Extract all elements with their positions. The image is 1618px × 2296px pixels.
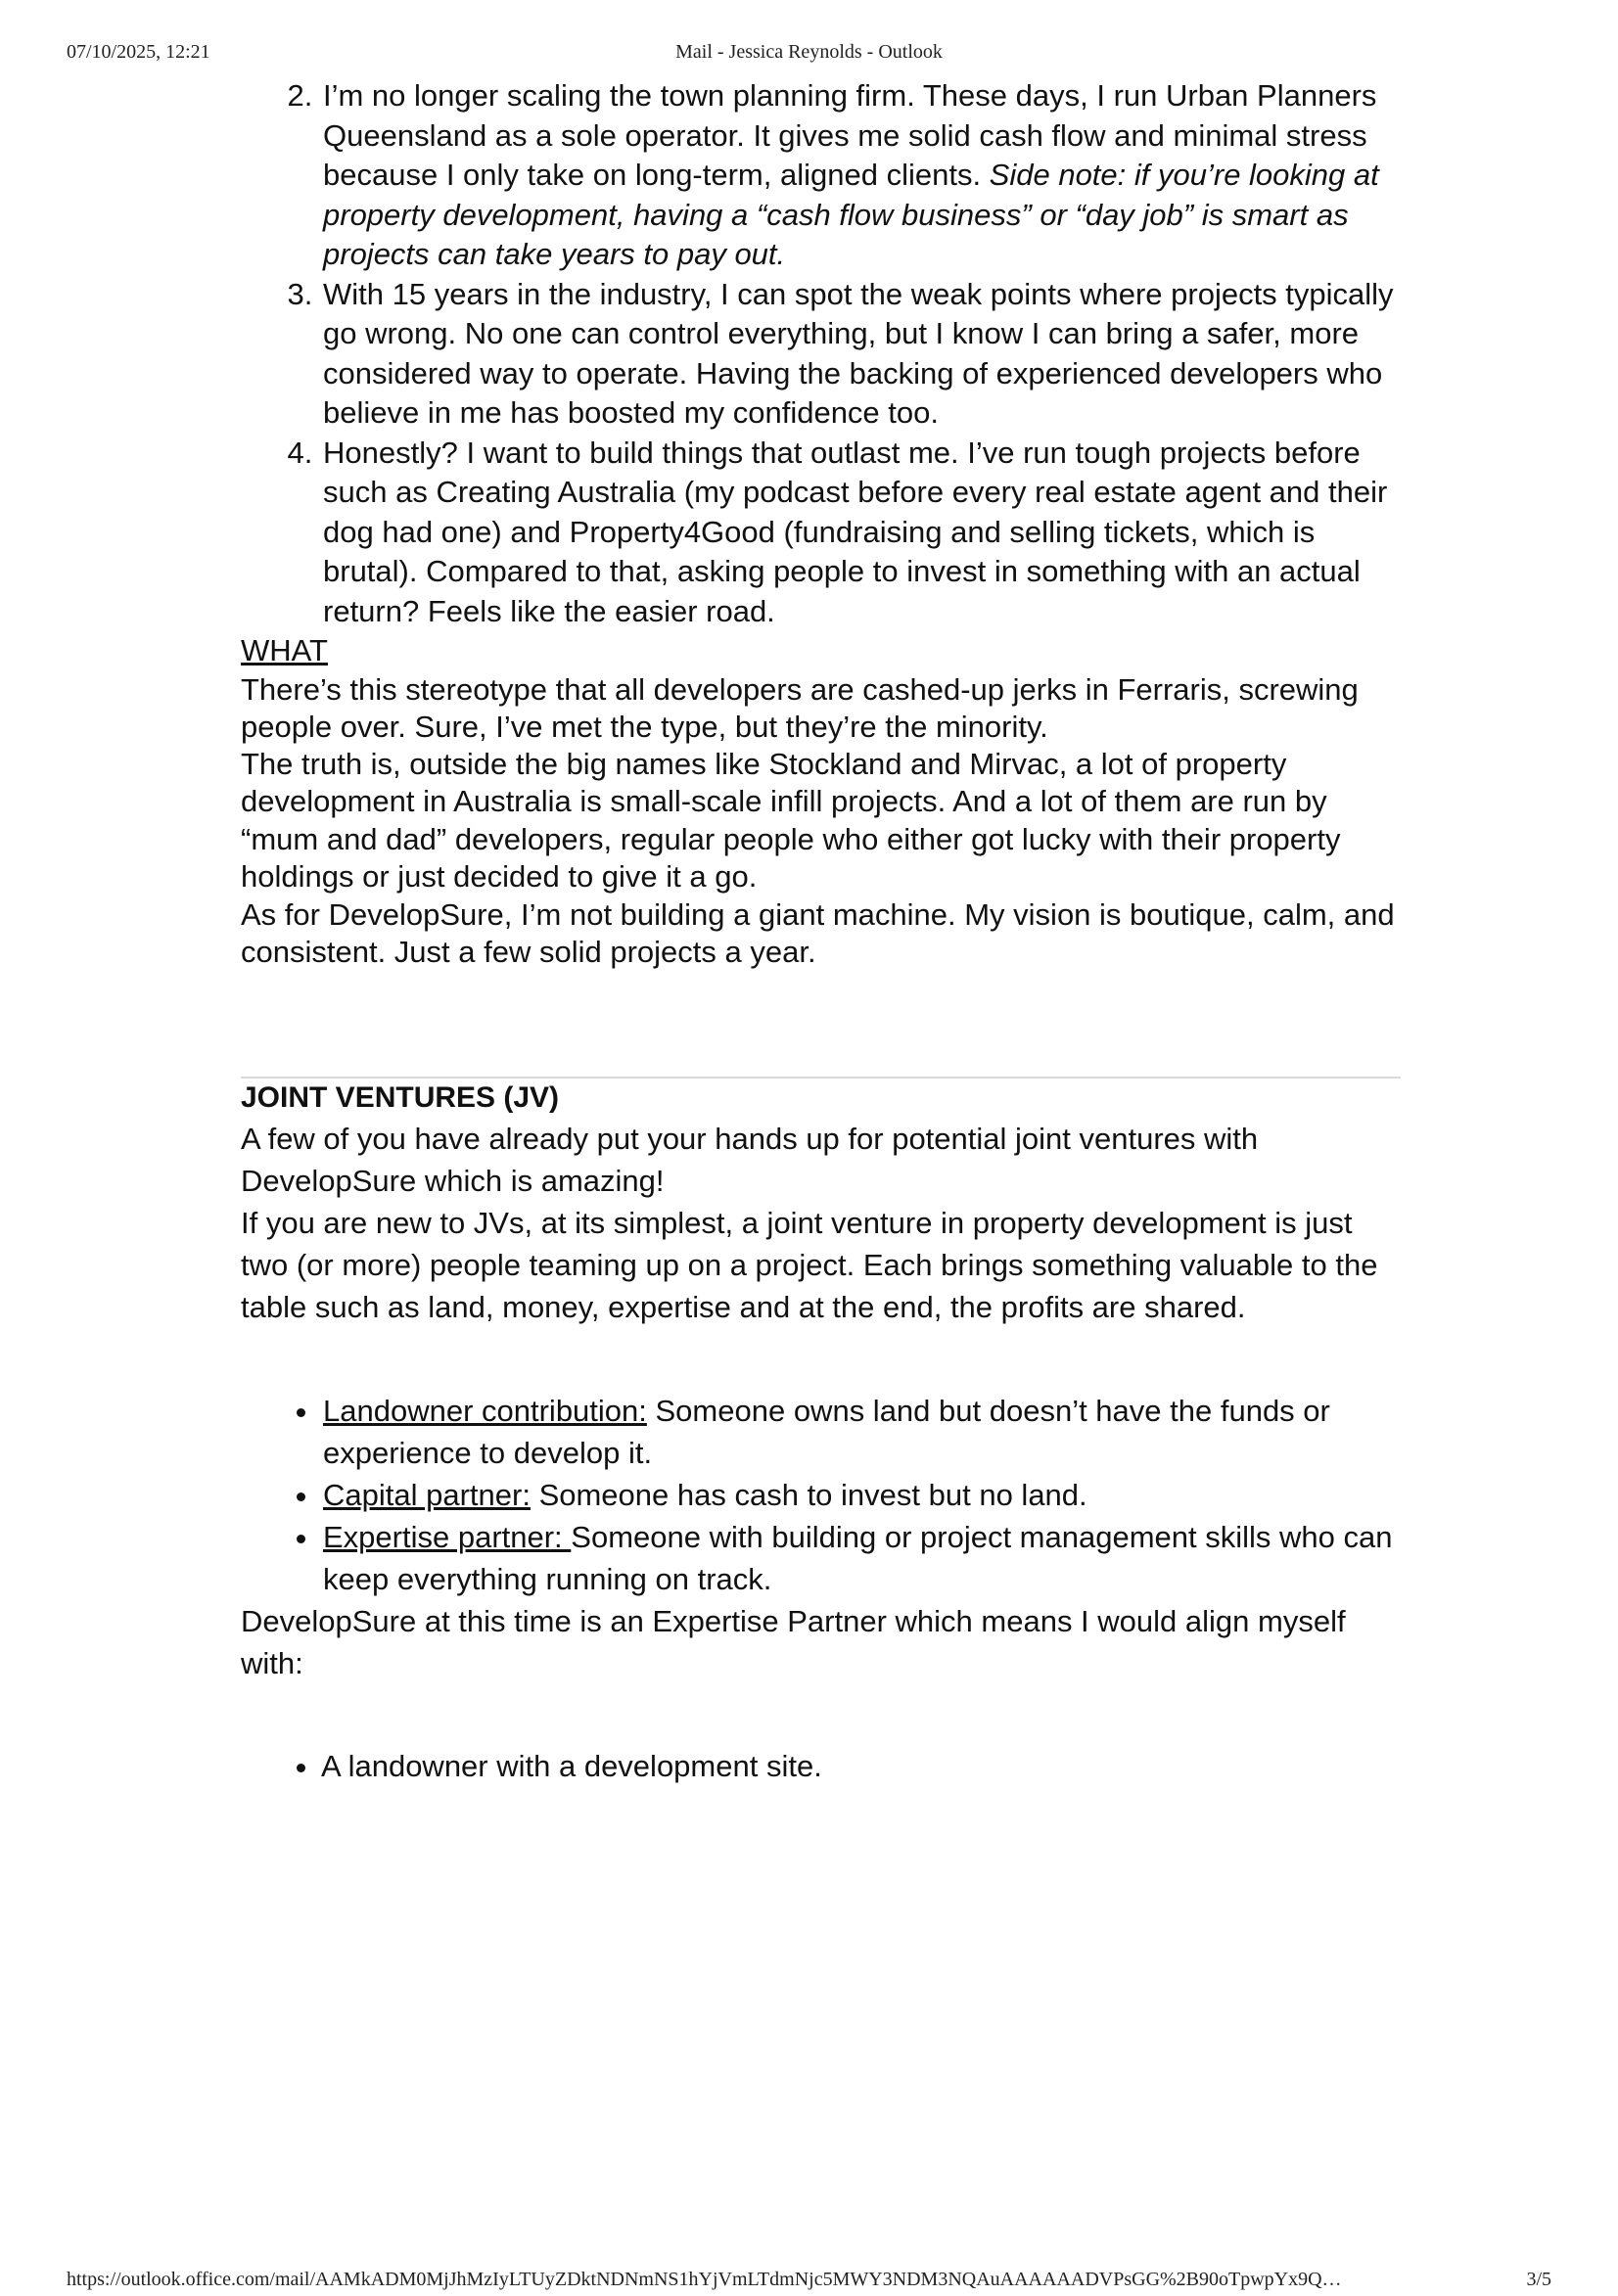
numbered-list <box>241 76 1401 631</box>
print-page-title: Mail - Jessica Reynolds - Outlook <box>675 41 943 63</box>
partner-label: Capital partner: <box>323 1478 531 1512</box>
paragraph: If you are new to JVs, at its simplest, a joint venture in property development is just two (or more) people teaming up on a project. Each brings something valuable to the table such as land, money, expertise and at the end, the profits are shared. <box>241 1206 1378 1324</box>
side-note: Side note: if you’re looking at property development, having a “cash flow business” or “day job” is smart as projects can take years to pay out. <box>323 158 1379 271</box>
section-heading-jv: JOINT VENTURES (JV) <box>241 1080 560 1114</box>
page-number: 3/5 <box>1526 2269 1551 2290</box>
paragraph: There’s this stereotype that all developers are cashed-up jerks in Ferraris, screwing people over. Sure, I’ve met the type, but they’re the minority. <box>241 671 1359 744</box>
paragraph: As for DevelopSure, I’m not building a giant machine. My vision is boutique, calm, and consistent. Just a few solid projects a year. <box>241 896 1395 969</box>
print-datetime: 07/10/2025, 12:21 <box>67 41 210 63</box>
list-item: • A landowner with a development site. <box>321 1745 1401 1787</box>
list-item-text: Honestly? I want to build things that outlast me. I’ve run tough projects before such as Creating Australia (my podcast before every real estate agent and their dog had one) and Property4Good (fundraising and selling tickets, which is brutal). Compared to that, asking people to invest in something with an actual return? Feels like the easier road. <box>323 435 1388 628</box>
partner-description: Someone with building or project management skills who can keep everything running on track. <box>323 1520 1393 1596</box>
list-item-text: With 15 years in the industry, I can spot the weak points where projects typically go wrong. No one can control everything, but I know I can bring a safer, more considered way to operate. Having the backing of experienced developers who believe in me has boosted my confidence too. <box>323 276 1394 430</box>
paragraph: A few of you have already put your hands up for potential joint ventures with DevelopSure which is amazing! <box>241 1122 1259 1198</box>
partner-description: Someone owns land but doesn’t have the funds or experience to develop it. <box>323 1394 1330 1470</box>
partner-description: Someone has cash to invest but no land. <box>530 1478 1087 1512</box>
alignment-list <box>241 1745 1401 1787</box>
partner-label: Landowner contribution: <box>323 1394 647 1428</box>
print-url: https://outlook.office.com/mail/AAMkADM0MjJhMzIyLTUyZDktNDNmNS1hYjVmLTdmNjc5MWY3NDM3NQAuAAAAAADVPsGG%2B90oTpwpYx9Q… <box>67 2269 1342 2290</box>
list-item <box>321 1516 1401 1600</box>
list-item-text: I’m no longer scaling the town planning firm. These days, I run Urban Planners Queensland as a sole operator. It gives me solid cash flow and minimal stress because I only take on long-term, aligned clients. <box>323 78 1377 192</box>
email-body <box>241 76 1401 1787</box>
list-item <box>321 76 1401 275</box>
print-footer <box>0 2269 1618 2296</box>
list-item <box>321 1390 1401 1474</box>
list-item <box>321 434 1401 632</box>
list-item <box>321 1474 1401 1516</box>
paragraph: DevelopSure at this time is an Expertise Partner which means I would align myself with: <box>241 1604 1346 1680</box>
paragraph: The truth is, outside the big names like Stockland and Mirvac, a lot of property development in Australia is small-scale infill projects. And a lot of them are run by “mum and dad” developers, regular people who either got lucky with their property holdings or just decided to give it a go. <box>241 746 1341 894</box>
partner-types-list <box>241 1390 1401 1600</box>
print-header <box>0 41 1618 69</box>
partner-label: Expertise partner: <box>323 1520 572 1554</box>
section-heading-what: WHAT <box>241 633 328 667</box>
list-item <box>321 275 1401 434</box>
